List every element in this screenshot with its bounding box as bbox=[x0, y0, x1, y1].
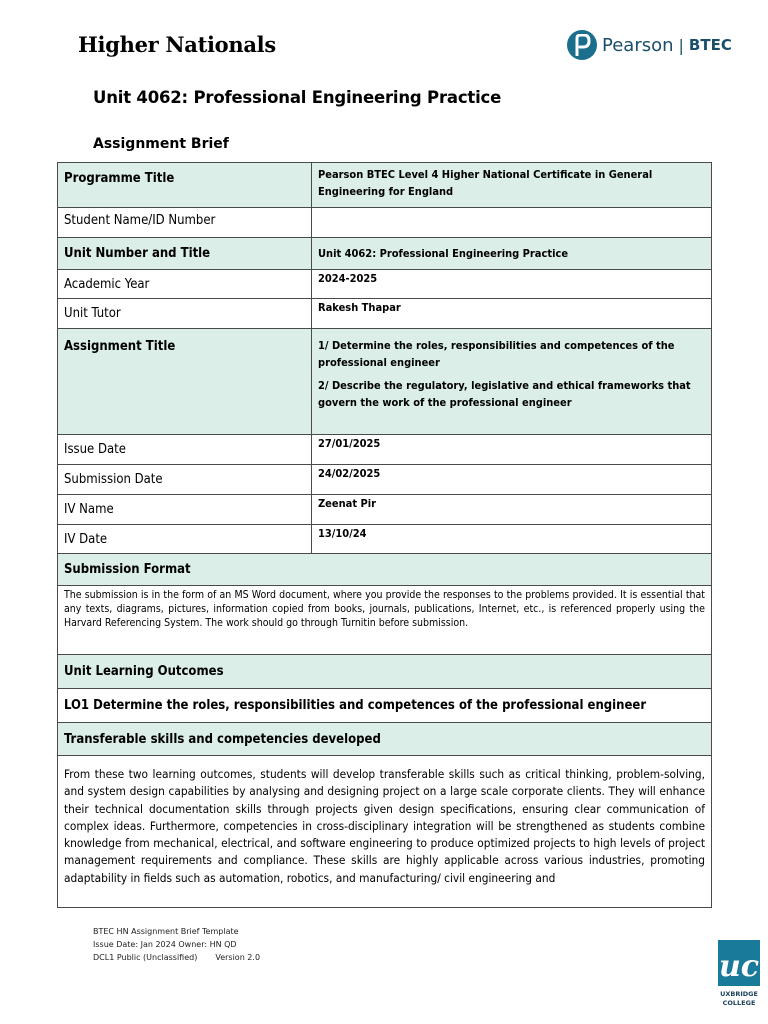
student-name-value[interactable] bbox=[312, 208, 712, 238]
submission-format-heading: Submission Format bbox=[58, 554, 712, 586]
assignment-title-value bbox=[312, 329, 712, 435]
submission-format-text: The submission is in the form of an MS Word document, where you provide the responses to the problems provided. It is essential that any texts, diagrams, pictures, information copied from books, journals, publications, Internet, etc., is referenced properly using the Harvard Referencing System. The work should go through Turnitin before submission. bbox=[58, 586, 712, 655]
unit-tutor-label: Unit Tutor bbox=[58, 299, 312, 329]
footer-line-issue: Issue Date: Jan 2024 Owner: HN QD bbox=[93, 940, 237, 949]
unit-heading: Unit 4062: Professional Engineering Practice bbox=[93, 88, 502, 107]
assignment-title-2: 2/ Describe the regulatory, legislative and ethical frameworks that govern the work of the professional engineer bbox=[318, 379, 691, 409]
skills-text: From these two learning outcomes, students will develop transferable skills such as critical thinking, problem-solving, and system design capabilities by analysing and designing project on a large scale corporate clients. They will enhance their technical documentation skills through projects given design specifications, ensuring clear communication of complex ideas. Furthermore, competencies in cross-disciplinary integration will be strengthened as students combine knowledge from mechanical, electrical, and software engineering to produce optimized projects to high levels of project management requirements and compliance. These skills are highly applicable across various industries, promoting adaptability in fields such as automation, robotics, and manufacturing/ civil engineering and bbox=[58, 756, 712, 908]
row-learning-outcomes-heading bbox=[58, 655, 712, 689]
issue-date-label: Issue Date bbox=[58, 435, 312, 465]
skills-heading: Transferable skills and competencies developed bbox=[58, 723, 712, 756]
issue-date-value: 27/01/2025 bbox=[312, 435, 712, 465]
footer-classification: DCL1 Public (Unclassified) bbox=[93, 953, 198, 962]
college-logo-text-2: COLLEGE bbox=[722, 999, 756, 1007]
college-logo-text-1: UXBRIDGE bbox=[720, 990, 758, 998]
logo-separator: | bbox=[678, 35, 684, 55]
learning-outcome-lo1: LO1 Determine the roles, responsibilities and competences of the professional engineer bbox=[58, 689, 712, 723]
row-assignment-title bbox=[58, 329, 712, 435]
iv-date-value: 13/10/24 bbox=[312, 525, 712, 554]
iv-date-label: IV Date bbox=[58, 525, 312, 554]
iv-name-value: Zeenat Pir bbox=[312, 495, 712, 525]
row-iv-name bbox=[58, 495, 712, 525]
row-skills-heading bbox=[58, 723, 712, 756]
programme-title-value: Pearson BTEC Level 4 Higher National Certificate in General Engineering for England bbox=[312, 163, 712, 208]
row-submission-format-heading bbox=[58, 554, 712, 586]
footer-line-template: BTEC HN Assignment Brief Template bbox=[93, 927, 239, 936]
footer-version: Version 2.0 bbox=[215, 953, 261, 962]
assignment-brief-table bbox=[57, 162, 712, 908]
unit-number-value: Unit 4062: Professional Engineering Practice bbox=[312, 238, 712, 270]
row-submission-format-text bbox=[58, 586, 712, 655]
row-submission-date bbox=[58, 465, 712, 495]
student-name-label: Student Name/ID Number bbox=[58, 208, 312, 238]
submission-date-label: Submission Date bbox=[58, 465, 312, 495]
row-iv-date bbox=[58, 525, 712, 554]
academic-year-label: Academic Year bbox=[58, 270, 312, 299]
assignment-title-label: Assignment Title bbox=[58, 329, 312, 435]
assignment-title-1: 1/ Determine the roles, responsibilities and competences of the professional engineer bbox=[318, 339, 675, 369]
row-lo1 bbox=[58, 689, 712, 723]
unit-number-label: Unit Number and Title bbox=[58, 238, 312, 270]
page-footer bbox=[93, 925, 260, 964]
row-programme-title bbox=[58, 163, 712, 208]
uxbridge-college-logo bbox=[718, 940, 760, 1010]
row-academic-year bbox=[58, 270, 712, 299]
row-unit-number bbox=[58, 238, 712, 270]
unit-tutor-value: Rakesh Thapar bbox=[312, 299, 712, 329]
row-student-name bbox=[58, 208, 712, 238]
page-header-title: Higher Nationals bbox=[78, 32, 276, 57]
submission-date-value: 24/02/2025 bbox=[312, 465, 712, 495]
academic-year-value: 2024-2025 bbox=[312, 270, 712, 299]
logo-btec-text: BTEC bbox=[688, 36, 732, 54]
assignment-brief-heading: Assignment Brief bbox=[93, 136, 229, 152]
row-unit-tutor bbox=[58, 299, 712, 329]
row-issue-date bbox=[58, 435, 712, 465]
logo-pearson-text: Pearson bbox=[602, 34, 674, 56]
iv-name-label: IV Name bbox=[58, 495, 312, 525]
pearson-logo-icon bbox=[567, 30, 597, 60]
row-skills-text bbox=[58, 756, 712, 908]
learning-outcomes-heading: Unit Learning Outcomes bbox=[58, 655, 712, 689]
programme-title-label: Programme Title bbox=[58, 163, 312, 208]
pearson-btec-logo bbox=[567, 29, 732, 61]
college-logo-monogram: uc bbox=[718, 949, 760, 984]
footer-line-classification bbox=[93, 951, 260, 964]
